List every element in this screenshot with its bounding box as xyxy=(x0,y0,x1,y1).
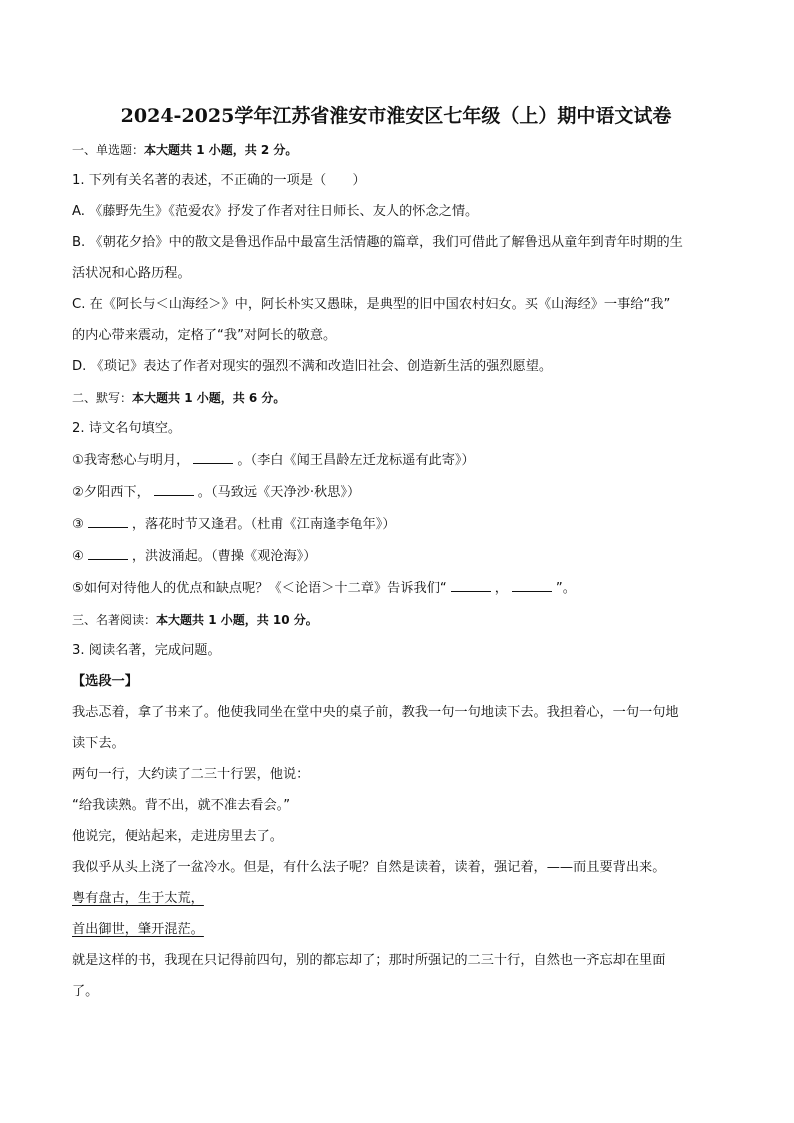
section-prefix: 一、单选题： xyxy=(72,143,145,157)
question-stem: 1. 下列有关名著的表述，不正确的一项是（ ） xyxy=(72,173,366,188)
option-b xyxy=(72,233,720,284)
fill-text: ③ xyxy=(72,517,84,532)
page-title: 2024-2025学年江苏省淮安市淮安区七年级（上）期中语文试卷 xyxy=(120,105,672,127)
fill-item-5 xyxy=(72,578,720,599)
fill-text: ，洪波涌起。（曹操《观沧海》） xyxy=(131,549,317,564)
question-stem: 3. 阅读名著，完成问题。 xyxy=(72,643,221,658)
fill-item-3 xyxy=(72,514,720,535)
fill-text: ”。 xyxy=(555,581,576,596)
answer-blank[interactable] xyxy=(88,514,128,528)
excerpt-paragraph-1 xyxy=(72,703,720,754)
excerpt-paragraph-3: “给我读熟。背不出，就不准去看会。” xyxy=(72,798,291,813)
excerpt-paragraph-5: 我似乎从头上浇了一盆冷水。但是，有什么法子呢？自然是读着，读着，强记着，——而且要背出来。 xyxy=(72,860,666,875)
fill-text: ，落花时节又逢君。（杜甫《江南逢李龟年》） xyxy=(131,517,396,532)
fill-text: 。（马致远《天净沙·秋思》） xyxy=(197,485,361,500)
option-a: A. 《藤野先生》《范爱农》抒发了作者对往日师长、友人的怀念之情。 xyxy=(72,204,479,219)
section-header-reading xyxy=(72,610,720,630)
paragraph-line: 就是这样的书，我现在只记得前四句，别的都忘却了；那时所强记的二三十行，自然也一齐忘却在里面 xyxy=(72,953,666,968)
section-desc: 本大题共 1 小题，共 10 分。 xyxy=(156,613,318,627)
verse-line-2 xyxy=(72,920,720,940)
option-d: D. 《琐记》表达了作者对现实的强烈不满和改造旧社会、创造新生活的强烈愿望。 xyxy=(72,359,553,374)
option-b-line-2: 活状况和心路历程。 xyxy=(72,266,191,281)
fill-item-2 xyxy=(72,482,720,503)
fill-text: 。（李白《闻王昌龄左迁龙标遥有此寄》） xyxy=(237,453,475,468)
paragraph-line: 我忐忑着，拿了书来了。他使我同坐在堂中央的桌子前，教我一句一句地读下去。我担着心，一句一句地 xyxy=(72,705,679,720)
option-b-line-1: B. 《朝花夕拾》中的散文是鲁迅作品中最富生活情趣的篇章，我们可借此了解鲁迅从童年到青年时期的生 xyxy=(72,235,683,250)
answer-blank[interactable] xyxy=(451,578,491,592)
paragraph-line: 读下去。 xyxy=(72,736,125,751)
section-prefix: 二、默写： xyxy=(72,391,133,405)
underlined-verse: 粤有盘古，生于太荒， xyxy=(72,891,204,906)
answer-blank[interactable] xyxy=(154,482,194,496)
fill-text: ①我寄愁心与明月， xyxy=(72,453,190,468)
answer-blank[interactable] xyxy=(512,578,552,592)
excerpt-paragraph-6 xyxy=(72,951,720,1002)
underlined-verse: 首出御世，肇开混茫。 xyxy=(72,922,204,937)
option-c xyxy=(72,295,720,346)
section-header-dictation xyxy=(72,388,720,408)
fill-item-4 xyxy=(72,546,720,567)
fill-text: ④ xyxy=(72,549,84,564)
section-desc: 本大题共 1 小题，共 6 分。 xyxy=(132,391,286,405)
fill-text: ， xyxy=(494,581,508,596)
section-desc: 本大题共 1 小题，共 2 分。 xyxy=(144,143,298,157)
section-prefix: 三、名著阅读： xyxy=(72,613,157,627)
fill-text: ⑤如何对待他人的优点和缺点呢？《＜论语＞十二章》告诉我们“ xyxy=(72,581,447,596)
excerpt-paragraph-4: 他说完，便站起来，走进房里去了。 xyxy=(72,829,283,844)
paragraph-line: 了。 xyxy=(72,984,99,999)
option-c-line-2: 的内心带来震动，定格了“我”对阿长的敬意。 xyxy=(72,328,337,343)
excerpt-paragraph-2: 两句一行，大约读了二三十行罢，他说： xyxy=(72,767,310,782)
option-c-line-1: C. 在《阿长与＜山海经＞》中，阿长朴实又愚昧，是典型的旧中国农村妇女。买《山海经》一事给“我” xyxy=(72,297,671,312)
verse-line-1 xyxy=(72,889,720,909)
excerpt-label: 【选段一】 xyxy=(72,674,138,689)
section-header-single-choice xyxy=(72,140,720,160)
fill-text: ②夕阳西下， xyxy=(72,485,150,500)
fill-item-1 xyxy=(72,450,720,471)
answer-blank[interactable] xyxy=(88,546,128,560)
question-stem: 2. 诗文名句填空。 xyxy=(72,421,182,436)
answer-blank[interactable] xyxy=(193,450,233,464)
